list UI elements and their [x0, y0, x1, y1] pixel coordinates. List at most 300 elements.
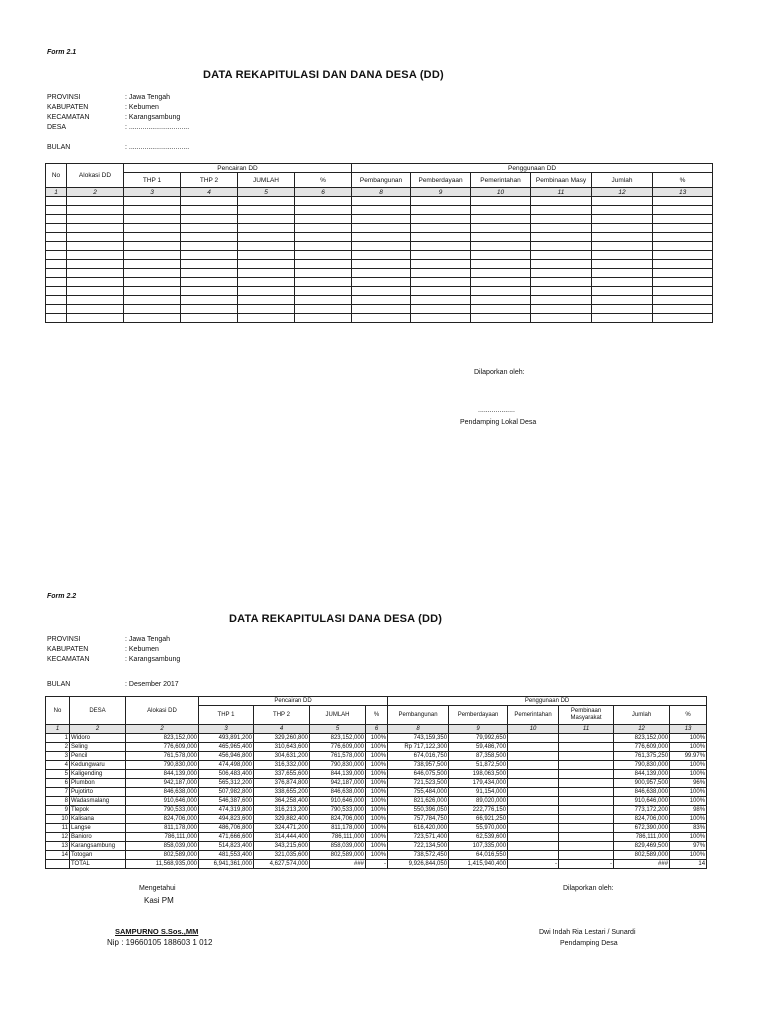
table-cell: [531, 296, 592, 305]
table-cell: [238, 287, 295, 296]
table-cell: 100%: [366, 851, 388, 860]
table-cell: [46, 197, 67, 206]
form1-table: [45, 163, 713, 323]
table-cell: [411, 314, 471, 323]
table-cell: [653, 314, 713, 323]
table-cell: [352, 260, 411, 269]
table-cell: [181, 287, 238, 296]
total-cell: ###: [614, 860, 670, 869]
table-cell: [124, 233, 181, 242]
total-cell: -: [366, 860, 388, 869]
table-cell: 738,572,450: [388, 851, 449, 860]
table-cell: [46, 287, 67, 296]
table-cell: [559, 779, 614, 788]
field-value: : Jawa Tengah: [125, 94, 171, 101]
table-cell: 646,075,500: [388, 770, 449, 779]
table-cell: [508, 734, 559, 743]
table-cell: [295, 224, 352, 233]
column-number: 6: [295, 188, 352, 197]
total-cell: -: [508, 860, 559, 869]
table-cell: [181, 251, 238, 260]
column-number: 2: [67, 188, 124, 197]
table-cell: [46, 305, 67, 314]
table-cell: [592, 314, 653, 323]
table-row: [46, 779, 707, 788]
table-cell: 89,020,000: [449, 797, 508, 806]
table-cell: 198,063,500: [449, 770, 508, 779]
table-cell: 776,609,000: [126, 743, 199, 752]
table-cell: 786,111,000: [126, 833, 199, 842]
table-cell: 314,444,400: [254, 833, 310, 842]
column-number: 4: [254, 725, 310, 734]
table-cell: [67, 269, 124, 278]
table-cell: Banioro: [70, 833, 126, 842]
table-cell: [531, 206, 592, 215]
table-cell: [181, 314, 238, 323]
table-cell: [295, 260, 352, 269]
column-number: 2: [70, 725, 126, 734]
table-cell: 723,571,400: [388, 833, 449, 842]
col-jumlah-penggunaan: Jumlah: [614, 706, 670, 725]
signature-dots: ...................: [478, 407, 515, 414]
table-cell: [124, 215, 181, 224]
table-row: [46, 296, 713, 305]
table-cell: [181, 242, 238, 251]
table-cell: [559, 797, 614, 806]
column-number: 3: [199, 725, 254, 734]
table-cell: [653, 206, 713, 215]
column-number: 10: [471, 188, 531, 197]
table-cell: [592, 269, 653, 278]
table-cell: [559, 752, 614, 761]
table-cell: 755,484,000: [388, 788, 449, 797]
col-pemberdayaan: Pemberdayaan: [411, 173, 471, 188]
total-row: [46, 860, 707, 869]
table-cell: [295, 197, 352, 206]
total-cell: 11,568,935,000: [126, 860, 199, 869]
table-cell: [559, 788, 614, 797]
table-cell: 316,332,000: [254, 761, 310, 770]
table-cell: 506,483,400: [199, 770, 254, 779]
table-cell: [295, 251, 352, 260]
table-cell: [181, 278, 238, 287]
table-cell: [653, 251, 713, 260]
table-cell: [295, 278, 352, 287]
table-cell: [559, 851, 614, 860]
table-cell: [124, 224, 181, 233]
table-row: [46, 251, 713, 260]
table-cell: 823,152,000: [126, 734, 199, 743]
table-cell: 858,039,000: [310, 842, 366, 851]
column-number: 4: [181, 188, 238, 197]
table-cell: [238, 206, 295, 215]
table-cell: Pujotirto: [70, 788, 126, 797]
table-cell: [653, 305, 713, 314]
table-cell: 329,882,400: [254, 815, 310, 824]
table-cell: [238, 242, 295, 251]
table-cell: 844,139,000: [126, 770, 199, 779]
table-row: [46, 260, 713, 269]
form-label: Form 2.1: [47, 49, 77, 56]
table-cell: [653, 260, 713, 269]
table-cell: [46, 206, 67, 215]
table-cell: [411, 305, 471, 314]
table-cell: 98%: [670, 806, 707, 815]
table-cell: 55,970,000: [449, 824, 508, 833]
table-row: [46, 752, 707, 761]
table-cell: [411, 215, 471, 224]
form2-table: [45, 696, 707, 869]
column-number: 2: [126, 725, 199, 734]
col-percent-penggunaan: %: [670, 706, 707, 725]
table-row: [46, 824, 707, 833]
table-cell: 844,139,000: [614, 770, 670, 779]
table-cell: [592, 296, 653, 305]
table-cell: 310,643,600: [254, 743, 310, 752]
table-cell: 100%: [366, 734, 388, 743]
table-cell: 910,646,000: [310, 797, 366, 806]
kasi-pm-label: Kasi PM: [144, 896, 174, 905]
table-cell: [67, 215, 124, 224]
col-pembangunan: Pembangunan: [352, 173, 411, 188]
table-cell: [411, 233, 471, 242]
total-cell: TOTAL: [70, 860, 126, 869]
table-cell: [508, 824, 559, 833]
table-cell: [352, 278, 411, 287]
column-number: 12: [614, 725, 670, 734]
table-cell: [124, 287, 181, 296]
table-cell: [471, 260, 531, 269]
table-cell: [531, 260, 592, 269]
table-row: [46, 815, 707, 824]
table-cell: 829,469,500: [614, 842, 670, 851]
table-cell: [653, 242, 713, 251]
table-row: [46, 734, 707, 743]
table-cell: 802,589,000: [310, 851, 366, 860]
table-cell: 376,874,800: [254, 779, 310, 788]
table-cell: 79,992,650: [449, 734, 508, 743]
table-cell: 222,776,150: [449, 806, 508, 815]
field-label: BULAN: [47, 681, 71, 688]
table-cell: [471, 224, 531, 233]
table-cell: 13: [46, 842, 70, 851]
table-cell: [124, 251, 181, 260]
col-alokasi: Alokasi DD: [67, 164, 124, 188]
table-cell: [653, 287, 713, 296]
table-cell: 51,872,500: [449, 761, 508, 770]
form-label: Form 2.2: [47, 593, 77, 600]
table-row: [46, 842, 707, 851]
field-value: : Kebumen: [125, 646, 159, 653]
table-cell: [471, 197, 531, 206]
field-label: KECAMATAN: [47, 114, 90, 121]
table-row: [46, 287, 713, 296]
table-cell: [653, 197, 713, 206]
table-cell: [46, 296, 67, 305]
col-desa: DESA: [70, 697, 126, 725]
table-cell: 7: [46, 788, 70, 797]
table-cell: 823,152,000: [614, 734, 670, 743]
table-cell: 2: [46, 743, 70, 752]
col-alokasi: Alokasi DD: [126, 697, 199, 725]
table-cell: 100%: [366, 797, 388, 806]
table-cell: [238, 224, 295, 233]
table-cell: [238, 269, 295, 278]
table-cell: 786,111,000: [310, 833, 366, 842]
table-cell: 100%: [366, 779, 388, 788]
table-cell: 790,830,000: [614, 761, 670, 770]
table-cell: 100%: [670, 833, 707, 842]
field-label: PROVINSI: [47, 94, 81, 101]
table-cell: [592, 242, 653, 251]
table-cell: 3: [46, 752, 70, 761]
table-cell: 824,706,000: [126, 815, 199, 824]
table-row: [46, 206, 713, 215]
table-cell: 83%: [670, 824, 707, 833]
table-cell: [471, 305, 531, 314]
table-cell: 471,666,600: [199, 833, 254, 842]
table-cell: [238, 305, 295, 314]
field-label: BULAN: [47, 144, 71, 151]
col-jumlah-penggunaan: Jumlah: [592, 173, 653, 188]
table-cell: [67, 278, 124, 287]
table-cell: [295, 215, 352, 224]
table-cell: 846,638,000: [126, 788, 199, 797]
table-cell: 100%: [670, 797, 707, 806]
table-cell: [124, 296, 181, 305]
table-cell: [352, 296, 411, 305]
header-info: [47, 635, 180, 690]
table-row: [46, 215, 713, 224]
table-cell: [411, 269, 471, 278]
table-cell: Karangsambung: [70, 842, 126, 851]
table-cell: [124, 242, 181, 251]
table-cell: [352, 305, 411, 314]
group-penggunaan: Penggunaan DD: [388, 697, 707, 706]
col-pemerintahan: Pemerintahan: [508, 706, 559, 725]
table-cell: [653, 233, 713, 242]
table-cell: 100%: [366, 806, 388, 815]
table-cell: 910,646,000: [614, 797, 670, 806]
table-cell: [531, 197, 592, 206]
table-cell: 100%: [670, 815, 707, 824]
table-row: [46, 197, 713, 206]
column-number: 13: [653, 188, 713, 197]
table-cell: [46, 278, 67, 287]
table-cell: 100%: [670, 770, 707, 779]
table-cell: 674,016,750: [388, 752, 449, 761]
table-cell: [508, 779, 559, 788]
table-cell: [471, 269, 531, 278]
col-pembinaan: Pembinaan Masyarakat: [559, 706, 614, 725]
table-cell: Kedungwaru: [70, 761, 126, 770]
table-cell: [352, 269, 411, 278]
table-cell: [411, 197, 471, 206]
table-cell: [181, 260, 238, 269]
table-cell: [46, 314, 67, 323]
table-cell: [471, 296, 531, 305]
table-cell: [238, 278, 295, 287]
table-cell: 790,533,000: [126, 806, 199, 815]
table-cell: [295, 206, 352, 215]
col-percent: %: [295, 173, 352, 188]
group-penggunaan: Penggunaan DD: [352, 164, 713, 173]
table-cell: [531, 278, 592, 287]
table-cell: 811,178,000: [310, 824, 366, 833]
table-row: [46, 242, 713, 251]
table-cell: 304,631,200: [254, 752, 310, 761]
table-cell: [471, 206, 531, 215]
col-thp2: THP 2: [254, 706, 310, 725]
col-percent-penggunaan: %: [653, 173, 713, 188]
column-number: 5: [310, 725, 366, 734]
table-row: [46, 305, 713, 314]
table-cell: 337,655,600: [254, 770, 310, 779]
table-cell: [531, 224, 592, 233]
table-cell: 942,187,000: [126, 779, 199, 788]
table-cell: [508, 770, 559, 779]
table-cell: 802,589,000: [614, 851, 670, 860]
table-cell: [46, 260, 67, 269]
table-cell: 62,539,600: [449, 833, 508, 842]
table-cell: 100%: [366, 788, 388, 797]
table-cell: [508, 806, 559, 815]
table-cell: [592, 287, 653, 296]
table-cell: Totogan: [70, 851, 126, 860]
right-signer-role: Pendamping Desa: [560, 940, 618, 947]
col-jumlah: JUMLAH: [310, 706, 366, 725]
table-cell: [352, 242, 411, 251]
table-cell: 722,134,500: [388, 842, 449, 851]
header-info: [47, 93, 189, 153]
table-cell: 343,215,600: [254, 842, 310, 851]
table-cell: [67, 242, 124, 251]
table-cell: 786,111,000: [614, 833, 670, 842]
table-cell: 550,396,050: [388, 806, 449, 815]
table-cell: [559, 833, 614, 842]
table-cell: [592, 260, 653, 269]
table-cell: [352, 224, 411, 233]
table-cell: Kalisana: [70, 815, 126, 824]
table-cell: [559, 761, 614, 770]
table-cell: 790,830,000: [126, 761, 199, 770]
table-cell: [471, 314, 531, 323]
table-cell: 99.97%: [670, 752, 707, 761]
table-cell: 179,434,000: [449, 779, 508, 788]
table-cell: [352, 251, 411, 260]
col-no: No: [46, 697, 70, 725]
table-row: [46, 269, 713, 278]
table-cell: [531, 242, 592, 251]
table-row: [46, 806, 707, 815]
field-value: : ...............................: [125, 144, 190, 151]
table-cell: [559, 824, 614, 833]
table-cell: 97%: [670, 842, 707, 851]
table-cell: 12: [46, 833, 70, 842]
table-cell: [124, 269, 181, 278]
table-cell: 8: [46, 797, 70, 806]
table-cell: 107,335,000: [449, 842, 508, 851]
total-cell: 14: [670, 860, 707, 869]
reported-by-label: Dilaporkan oleh:: [474, 369, 525, 376]
table-cell: [411, 242, 471, 251]
right-signer-name: Dwi Indah Ria Lestari / Sunardi: [539, 929, 636, 936]
table-cell: [559, 842, 614, 851]
table-cell: 100%: [366, 842, 388, 851]
table-cell: [411, 206, 471, 215]
table-cell: 942,187,000: [310, 779, 366, 788]
table-cell: [653, 296, 713, 305]
table-row: [46, 278, 713, 287]
table-cell: 100%: [670, 743, 707, 752]
table-cell: Tlepok: [70, 806, 126, 815]
table-cell: [295, 233, 352, 242]
table-cell: [181, 224, 238, 233]
total-cell: -: [559, 860, 614, 869]
table-cell: 100%: [366, 824, 388, 833]
field-value: : Kebumen: [125, 104, 159, 111]
table-cell: [508, 788, 559, 797]
table-cell: 9: [46, 806, 70, 815]
table-cell: [471, 287, 531, 296]
table-cell: [352, 287, 411, 296]
column-number: 12: [592, 188, 653, 197]
column-number: 9: [411, 188, 471, 197]
field-label: PROVINSI: [47, 636, 81, 643]
table-cell: [67, 305, 124, 314]
field-value: : ...............................: [125, 124, 190, 131]
table-cell: 10: [46, 815, 70, 824]
table-cell: 494,823,600: [199, 815, 254, 824]
page-title: DATA REKAPITULASI DANA DESA (DD): [229, 613, 443, 625]
field-value: : Desember 2017: [125, 681, 179, 688]
table-cell: [508, 743, 559, 752]
table-cell: [295, 296, 352, 305]
col-jumlah: JUMLAH: [238, 173, 295, 188]
table-cell: [67, 296, 124, 305]
table-cell: 329,260,800: [254, 734, 310, 743]
left-signer-name: SAMPURNO S.Sos.,MM: [115, 927, 199, 936]
table-cell: 474,319,800: [199, 806, 254, 815]
col-thp1: THP 1: [199, 706, 254, 725]
table-cell: [471, 233, 531, 242]
table-cell: 846,638,000: [614, 788, 670, 797]
table-cell: [508, 752, 559, 761]
table-cell: [531, 305, 592, 314]
table-cell: [352, 215, 411, 224]
column-number: 1: [46, 725, 70, 734]
total-cell: 1,415,940,400: [449, 860, 508, 869]
table-cell: 776,609,000: [614, 743, 670, 752]
table-cell: 743,159,350: [388, 734, 449, 743]
field-label: KABUPATEN: [47, 104, 89, 111]
table-cell: [411, 296, 471, 305]
table-cell: [592, 233, 653, 242]
table-cell: [352, 233, 411, 242]
table-cell: [238, 215, 295, 224]
column-number: 13: [670, 725, 707, 734]
table-cell: 858,039,000: [126, 842, 199, 851]
column-number: 6: [366, 725, 388, 734]
table-cell: 481,553,400: [199, 851, 254, 860]
table-cell: [471, 278, 531, 287]
table-cell: 96%: [670, 779, 707, 788]
table-cell: 761,578,000: [310, 752, 366, 761]
table-cell: Pencil: [70, 752, 126, 761]
col-no: No: [46, 164, 67, 188]
table-cell: [181, 197, 238, 206]
table-cell: 1: [46, 734, 70, 743]
